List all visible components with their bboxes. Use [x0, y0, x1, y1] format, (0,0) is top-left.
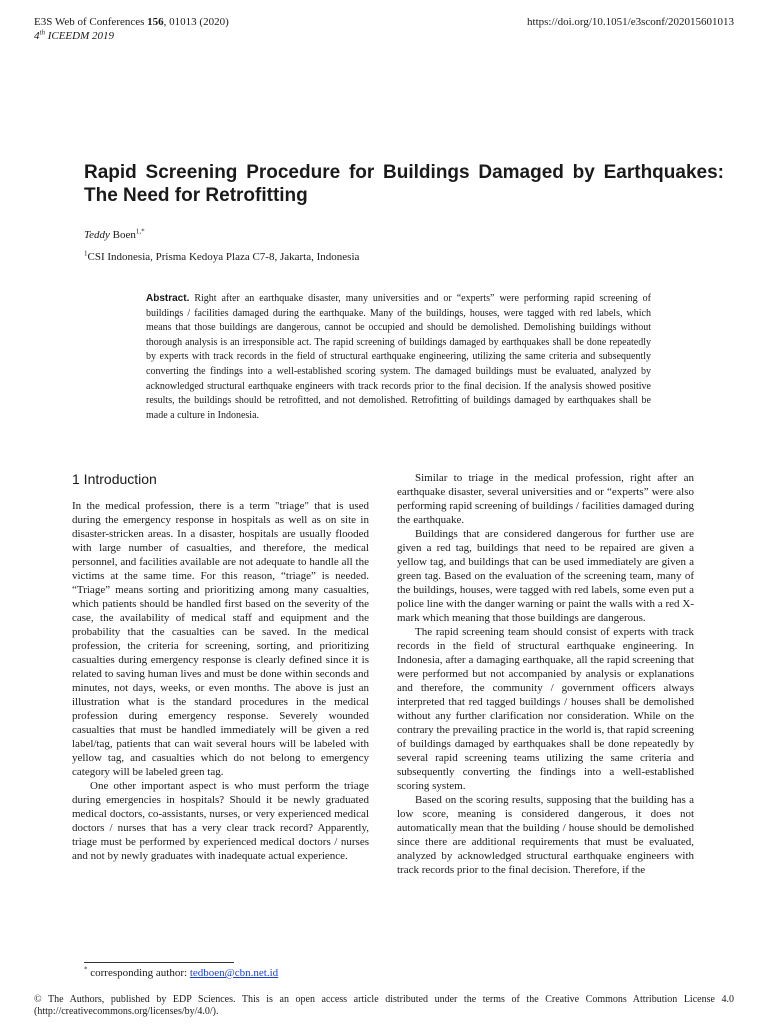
author-marks: 1,*	[135, 227, 145, 236]
doi-link[interactable]: https://doi.org/10.1051/e3sconf/202015601013	[527, 16, 734, 28]
abstract	[146, 292, 651, 423]
journal-citation	[34, 15, 229, 29]
paragraph: The rapid screening team should consist of experts with track records in the field of structural earthquake engineering. In Indonesia, after a damaging earthquake, all the rapid screening that were performed but not accompanied by analysis or explanations and therefore, the community / government officers always interpreted that red tagged buildings / houses shall be demolished without any further clarification nor consideration. While on the contrary the prevailing practice in the world is, that rapid screening of buildings damaged by earthquakes shall be done repeatedly by several rapid screening teams utilizing the same criteria and subsequently converting the findings into a well-established scoring system.	[397, 626, 694, 792]
footnote-label: corresponding author:	[87, 967, 190, 979]
paragraph: One other important aspect is who must perform the triage during emergencies in hospitals? Should it be newly graduated medical doctors, co-assistants, nurses, or very experienced medical doctors / nurses that has a very clear track record? Apparently, triage must be performed by experienced medical doctors / nurses and not by newly graduates with inadequate actual experience.	[72, 780, 369, 862]
event-name: 4th ICEEDM 2019	[34, 28, 114, 42]
abstract-text: Right after an earthquake disaster, many universities and or “experts” were performing rapid screening of buildings / facilities damaged during the earthquake. Many of the buildings, houses, were tagged with red labels, which means that those buildings are dangerous, cannot be occupied and should be demolished. Demolishing buildings without thorough analysis is an irresponsible act. The rapid screening of buildings damaged by earthquakes shall be done repeatedly by experts with track records in the field of structural earthquake engineering, utilizing the same criteria and subsequently converting the findings into a well-established scoring system. The damaged buildings must be evaluated, analyzed by acknowledged structural earthquake engineers with track records prior to the final decision. If the analysis showed positive results, the buildings should be retrofitted, and not demolished. Retrofitting of buildings damaged by earthquakes shall be made a culture in Indonesia.	[146, 293, 651, 421]
journal-volume: 156	[147, 16, 164, 28]
paragraph: Based on the scoring results, supposing that the building has a low score, meaning is considered dangerous, it does not automatically mean that the building / house should be demolished since there are additional requirements that must be evaluated, analyzed by acknowledged structural earthquake engineers with track records prior to the final decision. Therefore, if the	[397, 794, 694, 876]
journal-name: E3S Web of Conferences	[34, 16, 145, 28]
footnote	[84, 967, 278, 979]
left-column	[72, 499, 369, 863]
abstract-label: Abstract.	[146, 293, 190, 304]
right-column	[397, 471, 694, 877]
affiliation: $^1$CSI Indonesia, Prisma Kedoya Plaza C7-8, Jakarta, Indonesia	[84, 249, 360, 263]
author-first-name: Teddy	[84, 229, 110, 241]
paragraph: Buildings that are considered dangerous for further use are given a red tag, buildings that need to be repaired are given a yellow tag, and buildings that can be used immediately are given a green tag. Based on the evaluation of the screening team, many of the buildings, houses, were tagged with red labels, some even put a police line with the danger warning or paint the walls with a red X-mark which meaning that those buildings are dangerous.	[397, 528, 694, 624]
footnote-rule	[84, 962, 234, 963]
author-last-name: Boen	[109, 229, 136, 241]
paragraph: In the medical profession, there is a term "triage" that is used during the emergency response in hospitals as well as on site in disaster-stricken areas. In a disaster, hospitals are usually flooded with large number of casualties, and therefore, the medical personnel, and facilities available are not adequate to handle all the victims at the same time. For this reason, “triage” is needed. “Triage” means sorting and prioritizing among many casualties, which patients should be handled first based on the severity of the case, the availability of medical staff and equipment and the probability that the casualties can be saved. In the medical profession, the criteria for screening, sorting, and prioritizing casualties during emergency response is clearly defined since it is related to saving human lives and must be done within seconds and minutes, not days, weeks, or even months. The above is just an illustration what is the standard procedures in the medical profession during emergency response. Severely wounded casualties that must be handled immediately will be given a red label/tag, patients that can wait several hours will be labeled with yellow tag, and casualties which do not belong to emergency category will be labeled green tag.	[72, 500, 369, 778]
section-heading: 1 Introduction	[72, 471, 157, 487]
paper-title: Rapid Screening Procedure for Buildings Damaged by Earthquakes: The Need for Retrofitting	[84, 162, 724, 206]
paragraph: Similar to triage in the medical profession, right after an earthquake disaster, several universities and or “experts” were also performing rapid screening of buildings / facilities damaged during the earthquake.	[397, 472, 694, 526]
license-notice: © The Authors, published by EDP Sciences. This is an open access article distributed under the terms of the Creative Commons Attribution License 4.0 (http://creativecommons.org/licenses/by/4.0/).	[34, 994, 734, 1017]
article-number: , 01013 (2020)	[163, 16, 229, 28]
footnote-mark: *	[84, 965, 88, 974]
email-link[interactable]: tedboen@cbn.net.id	[189, 967, 279, 979]
author-line	[84, 229, 145, 241]
running-header-left	[34, 15, 229, 43]
